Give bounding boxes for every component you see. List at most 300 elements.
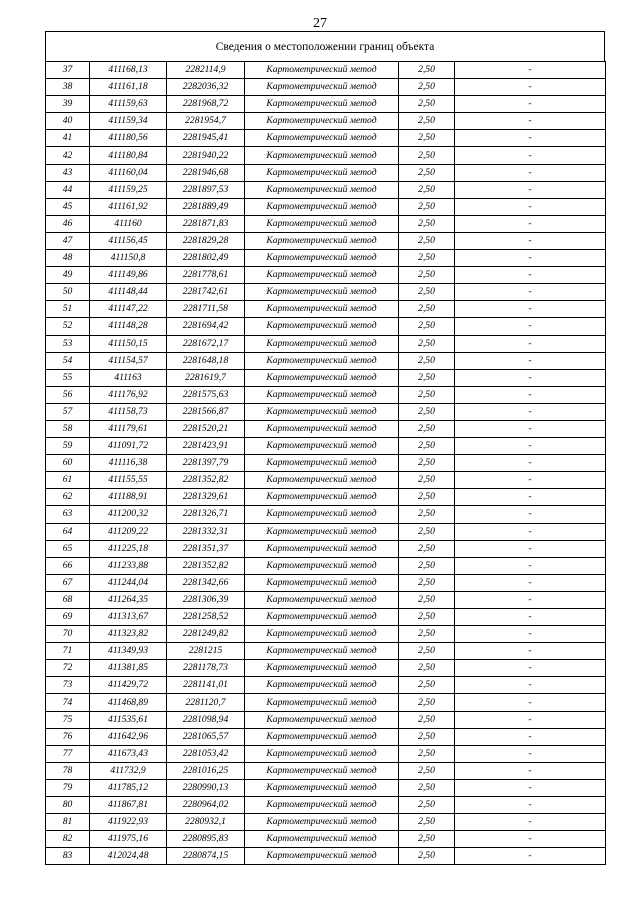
y-coordinate-cell: 2281065,57 — [167, 728, 245, 745]
table-row — [46, 352, 606, 369]
table-row — [46, 96, 606, 113]
point-number-cell: 59 — [46, 438, 90, 455]
method-cell: Картометрический метод — [245, 96, 399, 113]
point-number-cell: 57 — [46, 403, 90, 420]
point-number-cell: 39 — [46, 96, 90, 113]
accuracy-cell: 2,50 — [399, 147, 455, 164]
accuracy-cell: 2,50 — [399, 301, 455, 318]
method-cell: Картометрический метод — [245, 797, 399, 814]
x-coordinate-cell: 411147,22 — [90, 301, 167, 318]
point-number-cell: 58 — [46, 420, 90, 437]
x-coordinate-cell: 411180,56 — [90, 130, 167, 147]
accuracy-cell: 2,50 — [399, 455, 455, 472]
accuracy-cell: 2,50 — [399, 96, 455, 113]
point-number-cell: 80 — [46, 797, 90, 814]
point-number-cell: 65 — [46, 540, 90, 557]
description-cell: - — [455, 694, 606, 711]
method-cell: Картометрический метод — [245, 79, 399, 96]
y-coordinate-cell: 2281672,17 — [167, 335, 245, 352]
table-row — [46, 506, 606, 523]
point-number-cell: 60 — [46, 455, 90, 472]
accuracy-cell: 2,50 — [399, 694, 455, 711]
y-coordinate-cell: 2280990,13 — [167, 779, 245, 796]
point-number-cell: 54 — [46, 352, 90, 369]
x-coordinate-cell: 411155,55 — [90, 472, 167, 489]
y-coordinate-cell: 2281306,39 — [167, 591, 245, 608]
method-cell: Картометрический метод — [245, 626, 399, 643]
point-number-cell: 70 — [46, 626, 90, 643]
table-row — [46, 113, 606, 130]
method-cell: Картометрический метод — [245, 113, 399, 130]
point-number-cell: 72 — [46, 660, 90, 677]
accuracy-cell: 2,50 — [399, 540, 455, 557]
accuracy-cell: 2,50 — [399, 660, 455, 677]
table-row — [46, 215, 606, 232]
x-coordinate-cell: 411264,35 — [90, 591, 167, 608]
description-cell: - — [455, 403, 606, 420]
x-coordinate-cell: 411154,57 — [90, 352, 167, 369]
table-row — [46, 523, 606, 540]
x-coordinate-cell: 411161,18 — [90, 79, 167, 96]
y-coordinate-cell: 2281945,41 — [167, 130, 245, 147]
method-cell: Картометрический метод — [245, 420, 399, 437]
accuracy-cell: 2,50 — [399, 643, 455, 660]
table-body — [46, 62, 606, 865]
table-row — [46, 814, 606, 831]
x-coordinate-cell: 411867,81 — [90, 797, 167, 814]
description-cell: - — [455, 540, 606, 557]
x-coordinate-cell: 411163 — [90, 369, 167, 386]
accuracy-cell: 2,50 — [399, 335, 455, 352]
description-cell: - — [455, 96, 606, 113]
method-cell: Картометрический метод — [245, 848, 399, 865]
y-coordinate-cell: 2281694,42 — [167, 318, 245, 335]
table-row — [46, 643, 606, 660]
accuracy-cell: 2,50 — [399, 523, 455, 540]
point-number-cell: 56 — [46, 386, 90, 403]
point-number-cell: 81 — [46, 814, 90, 831]
table-row — [46, 660, 606, 677]
point-number-cell: 66 — [46, 557, 90, 574]
x-coordinate-cell: 411116,38 — [90, 455, 167, 472]
accuracy-cell: 2,50 — [399, 386, 455, 403]
description-cell: - — [455, 557, 606, 574]
y-coordinate-cell: 2281141,01 — [167, 677, 245, 694]
accuracy-cell: 2,50 — [399, 164, 455, 181]
y-coordinate-cell: 2280932,1 — [167, 814, 245, 831]
method-cell: Картометрический метод — [245, 643, 399, 660]
x-coordinate-cell: 411179,61 — [90, 420, 167, 437]
table-row — [46, 267, 606, 284]
description-cell: - — [455, 677, 606, 694]
description-cell: - — [455, 523, 606, 540]
description-cell: - — [455, 591, 606, 608]
point-number-cell: 62 — [46, 489, 90, 506]
x-coordinate-cell: 411160 — [90, 215, 167, 232]
accuracy-cell: 2,50 — [399, 284, 455, 301]
y-coordinate-cell: 2281520,21 — [167, 420, 245, 437]
table-row — [46, 79, 606, 96]
accuracy-cell: 2,50 — [399, 352, 455, 369]
x-coordinate-cell: 411148,28 — [90, 318, 167, 335]
description-cell: - — [455, 301, 606, 318]
method-cell: Картометрический метод — [245, 831, 399, 848]
description-cell: - — [455, 660, 606, 677]
y-coordinate-cell: 2281326,71 — [167, 506, 245, 523]
method-cell: Картометрический метод — [245, 455, 399, 472]
point-number-cell: 83 — [46, 848, 90, 865]
accuracy-cell: 2,50 — [399, 318, 455, 335]
description-cell: - — [455, 489, 606, 506]
method-cell: Картометрический метод — [245, 728, 399, 745]
accuracy-cell: 2,50 — [399, 677, 455, 694]
point-number-cell: 45 — [46, 198, 90, 215]
method-cell: Картометрический метод — [245, 762, 399, 779]
table-row — [46, 591, 606, 608]
point-number-cell: 47 — [46, 232, 90, 249]
method-cell: Картометрический метод — [245, 694, 399, 711]
method-cell: Картометрический метод — [245, 677, 399, 694]
y-coordinate-cell: 2280964,02 — [167, 797, 245, 814]
accuracy-cell: 2,50 — [399, 438, 455, 455]
table-row — [46, 250, 606, 267]
x-coordinate-cell: 411535,61 — [90, 711, 167, 728]
description-cell: - — [455, 369, 606, 386]
y-coordinate-cell: 2281575,63 — [167, 386, 245, 403]
method-cell: Картометрический метод — [245, 215, 399, 232]
point-number-cell: 52 — [46, 318, 90, 335]
description-cell: - — [455, 831, 606, 848]
y-coordinate-cell: 2281829,28 — [167, 232, 245, 249]
table-row — [46, 762, 606, 779]
method-cell: Картометрический метод — [245, 814, 399, 831]
x-coordinate-cell: 411785,12 — [90, 779, 167, 796]
y-coordinate-cell: 2281352,82 — [167, 472, 245, 489]
point-number-cell: 74 — [46, 694, 90, 711]
x-coordinate-cell: 411148,44 — [90, 284, 167, 301]
description-cell: - — [455, 506, 606, 523]
x-coordinate-cell: 411313,67 — [90, 609, 167, 626]
y-coordinate-cell: 2282036,32 — [167, 79, 245, 96]
x-coordinate-cell: 411468,89 — [90, 694, 167, 711]
description-cell: - — [455, 352, 606, 369]
accuracy-cell: 2,50 — [399, 403, 455, 420]
y-coordinate-cell: 2280895,83 — [167, 831, 245, 848]
table-row — [46, 318, 606, 335]
method-cell: Картометрический метод — [245, 779, 399, 796]
method-cell: Картометрический метод — [245, 301, 399, 318]
accuracy-cell: 2,50 — [399, 831, 455, 848]
method-cell: Картометрический метод — [245, 489, 399, 506]
description-cell: - — [455, 215, 606, 232]
description-cell: - — [455, 267, 606, 284]
y-coordinate-cell: 2281954,7 — [167, 113, 245, 130]
y-coordinate-cell: 2281742,61 — [167, 284, 245, 301]
x-coordinate-cell: 411149,86 — [90, 267, 167, 284]
accuracy-cell: 2,50 — [399, 848, 455, 865]
point-number-cell: 37 — [46, 62, 90, 79]
x-coordinate-cell: 411429,72 — [90, 677, 167, 694]
table-row — [46, 472, 606, 489]
method-cell: Картометрический метод — [245, 335, 399, 352]
method-cell: Картометрический метод — [245, 403, 399, 420]
method-cell: Картометрический метод — [245, 472, 399, 489]
method-cell: Картометрический метод — [245, 438, 399, 455]
description-cell: - — [455, 455, 606, 472]
point-number-cell: 48 — [46, 250, 90, 267]
description-cell: - — [455, 62, 606, 79]
boundary-points-table — [45, 61, 606, 865]
description-cell: - — [455, 147, 606, 164]
x-coordinate-cell: 411091,72 — [90, 438, 167, 455]
y-coordinate-cell: 2281342,66 — [167, 574, 245, 591]
table-row — [46, 728, 606, 745]
x-coordinate-cell: 411159,63 — [90, 96, 167, 113]
table-row — [46, 694, 606, 711]
accuracy-cell: 2,50 — [399, 369, 455, 386]
description-cell: - — [455, 814, 606, 831]
table-row — [46, 779, 606, 796]
table-row — [46, 420, 606, 437]
y-coordinate-cell: 2281968,72 — [167, 96, 245, 113]
accuracy-cell: 2,50 — [399, 711, 455, 728]
y-coordinate-cell: 2281423,91 — [167, 438, 245, 455]
x-coordinate-cell: 411161,92 — [90, 198, 167, 215]
point-number-cell: 55 — [46, 369, 90, 386]
table-row — [46, 198, 606, 215]
x-coordinate-cell: 411323,82 — [90, 626, 167, 643]
point-number-cell: 64 — [46, 523, 90, 540]
description-cell: - — [455, 797, 606, 814]
table-row — [46, 848, 606, 865]
point-number-cell: 69 — [46, 609, 90, 626]
method-cell: Картометрический метод — [245, 147, 399, 164]
x-coordinate-cell: 411209,22 — [90, 523, 167, 540]
accuracy-cell: 2,50 — [399, 489, 455, 506]
accuracy-cell: 2,50 — [399, 130, 455, 147]
x-coordinate-cell: 411150,15 — [90, 335, 167, 352]
description-cell: - — [455, 113, 606, 130]
table-row — [46, 147, 606, 164]
method-cell: Картометрический метод — [245, 164, 399, 181]
accuracy-cell: 2,50 — [399, 557, 455, 574]
y-coordinate-cell: 2281215 — [167, 643, 245, 660]
table-row — [46, 574, 606, 591]
description-cell: - — [455, 335, 606, 352]
accuracy-cell: 2,50 — [399, 215, 455, 232]
description-cell: - — [455, 130, 606, 147]
y-coordinate-cell: 2281778,61 — [167, 267, 245, 284]
description-cell: - — [455, 420, 606, 437]
point-number-cell: 41 — [46, 130, 90, 147]
y-coordinate-cell: 2281897,53 — [167, 181, 245, 198]
description-cell: - — [455, 609, 606, 626]
table-row — [46, 403, 606, 420]
point-number-cell: 46 — [46, 215, 90, 232]
description-cell: - — [455, 198, 606, 215]
table-row — [46, 130, 606, 147]
point-number-cell: 42 — [46, 147, 90, 164]
x-coordinate-cell: 411176,92 — [90, 386, 167, 403]
x-coordinate-cell: 411159,25 — [90, 181, 167, 198]
x-coordinate-cell: 411975,16 — [90, 831, 167, 848]
method-cell: Картометрический метод — [245, 232, 399, 249]
description-cell: - — [455, 232, 606, 249]
x-coordinate-cell: 411922,93 — [90, 814, 167, 831]
y-coordinate-cell: 2281566,87 — [167, 403, 245, 420]
method-cell: Картометрический метод — [245, 318, 399, 335]
accuracy-cell: 2,50 — [399, 250, 455, 267]
y-coordinate-cell: 2281053,42 — [167, 745, 245, 762]
x-coordinate-cell: 411642,96 — [90, 728, 167, 745]
boundary-table-sheet — [45, 31, 605, 865]
x-coordinate-cell: 411156,45 — [90, 232, 167, 249]
y-coordinate-cell: 2281329,61 — [167, 489, 245, 506]
method-cell: Картометрический метод — [245, 574, 399, 591]
method-cell: Картометрический метод — [245, 660, 399, 677]
accuracy-cell: 2,50 — [399, 797, 455, 814]
point-number-cell: 50 — [46, 284, 90, 301]
x-coordinate-cell: 411200,32 — [90, 506, 167, 523]
point-number-cell: 68 — [46, 591, 90, 608]
accuracy-cell: 2,50 — [399, 79, 455, 96]
description-cell: - — [455, 472, 606, 489]
y-coordinate-cell: 2281258,52 — [167, 609, 245, 626]
y-coordinate-cell: 2281098,94 — [167, 711, 245, 728]
y-coordinate-cell: 2281871,83 — [167, 215, 245, 232]
x-coordinate-cell: 411180,84 — [90, 147, 167, 164]
method-cell: Картометрический метод — [245, 591, 399, 608]
x-coordinate-cell: 411233,88 — [90, 557, 167, 574]
table-row — [46, 181, 606, 198]
method-cell: Картометрический метод — [245, 198, 399, 215]
accuracy-cell: 2,50 — [399, 728, 455, 745]
method-cell: Картометрический метод — [245, 62, 399, 79]
point-number-cell: 40 — [46, 113, 90, 130]
y-coordinate-cell: 2281940,22 — [167, 147, 245, 164]
description-cell: - — [455, 318, 606, 335]
description-cell: - — [455, 711, 606, 728]
method-cell: Картометрический метод — [245, 352, 399, 369]
description-cell: - — [455, 779, 606, 796]
accuracy-cell: 2,50 — [399, 626, 455, 643]
accuracy-cell: 2,50 — [399, 574, 455, 591]
table-row — [46, 745, 606, 762]
description-cell: - — [455, 284, 606, 301]
method-cell: Картометрический метод — [245, 557, 399, 574]
method-cell: Картометрический метод — [245, 369, 399, 386]
section-title: Сведения о местоположении границ объекта — [45, 31, 605, 61]
y-coordinate-cell: 2281946,68 — [167, 164, 245, 181]
y-coordinate-cell: 2281889,49 — [167, 198, 245, 215]
y-coordinate-cell: 2281648,18 — [167, 352, 245, 369]
x-coordinate-cell: 411168,13 — [90, 62, 167, 79]
accuracy-cell: 2,50 — [399, 232, 455, 249]
method-cell: Картометрический метод — [245, 267, 399, 284]
table-row — [46, 797, 606, 814]
y-coordinate-cell: 2281351,37 — [167, 540, 245, 557]
table-row — [46, 831, 606, 848]
accuracy-cell: 2,50 — [399, 779, 455, 796]
table-row — [46, 232, 606, 249]
point-number-cell: 38 — [46, 79, 90, 96]
method-cell: Картометрический метод — [245, 711, 399, 728]
point-number-cell: 76 — [46, 728, 90, 745]
point-number-cell: 61 — [46, 472, 90, 489]
description-cell: - — [455, 745, 606, 762]
accuracy-cell: 2,50 — [399, 62, 455, 79]
table-row — [46, 438, 606, 455]
x-coordinate-cell: 411159,34 — [90, 113, 167, 130]
description-cell: - — [455, 643, 606, 660]
accuracy-cell: 2,50 — [399, 762, 455, 779]
x-coordinate-cell: 412024,48 — [90, 848, 167, 865]
description-cell: - — [455, 386, 606, 403]
y-coordinate-cell: 2282114,9 — [167, 62, 245, 79]
point-number-cell: 53 — [46, 335, 90, 352]
point-number-cell: 78 — [46, 762, 90, 779]
page-number: 27 — [313, 16, 327, 31]
point-number-cell: 44 — [46, 181, 90, 198]
point-number-cell: 49 — [46, 267, 90, 284]
description-cell: - — [455, 762, 606, 779]
x-coordinate-cell: 411225,18 — [90, 540, 167, 557]
x-coordinate-cell: 411160,04 — [90, 164, 167, 181]
description-cell: - — [455, 438, 606, 455]
point-number-cell: 63 — [46, 506, 90, 523]
accuracy-cell: 2,50 — [399, 591, 455, 608]
table-row — [46, 489, 606, 506]
x-coordinate-cell: 411244,04 — [90, 574, 167, 591]
y-coordinate-cell: 2281178,73 — [167, 660, 245, 677]
method-cell: Картометрический метод — [245, 506, 399, 523]
table-row — [46, 626, 606, 643]
description-cell: - — [455, 574, 606, 591]
table-row — [46, 335, 606, 352]
accuracy-cell: 2,50 — [399, 814, 455, 831]
accuracy-cell: 2,50 — [399, 198, 455, 215]
point-number-cell: 73 — [46, 677, 90, 694]
table-row — [46, 284, 606, 301]
table-row — [46, 164, 606, 181]
description-cell: - — [455, 728, 606, 745]
accuracy-cell: 2,50 — [399, 745, 455, 762]
description-cell: - — [455, 250, 606, 267]
description-cell: - — [455, 626, 606, 643]
point-number-cell: 51 — [46, 301, 90, 318]
method-cell: Картометрический метод — [245, 284, 399, 301]
x-coordinate-cell: 411732,9 — [90, 762, 167, 779]
y-coordinate-cell: 2281711,58 — [167, 301, 245, 318]
method-cell: Картометрический метод — [245, 523, 399, 540]
point-number-cell: 71 — [46, 643, 90, 660]
x-coordinate-cell: 411150,8 — [90, 250, 167, 267]
table-row — [46, 540, 606, 557]
method-cell: Картометрический метод — [245, 181, 399, 198]
accuracy-cell: 2,50 — [399, 420, 455, 437]
method-cell: Картометрический метод — [245, 609, 399, 626]
accuracy-cell: 2,50 — [399, 267, 455, 284]
y-coordinate-cell: 2281016,25 — [167, 762, 245, 779]
accuracy-cell: 2,50 — [399, 113, 455, 130]
method-cell: Картометрический метод — [245, 745, 399, 762]
x-coordinate-cell: 411381,85 — [90, 660, 167, 677]
accuracy-cell: 2,50 — [399, 506, 455, 523]
description-cell: - — [455, 79, 606, 96]
y-coordinate-cell: 2280874,15 — [167, 848, 245, 865]
point-number-cell: 75 — [46, 711, 90, 728]
y-coordinate-cell: 2281802,49 — [167, 250, 245, 267]
